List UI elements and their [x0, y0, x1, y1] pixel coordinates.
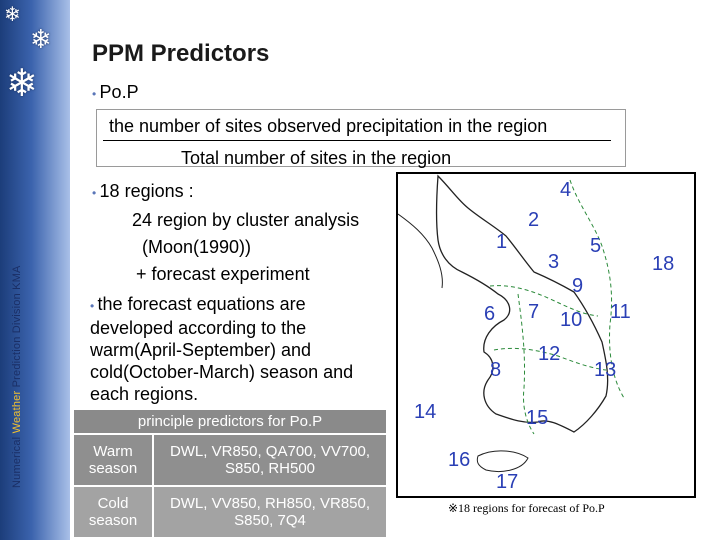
- region-label: 10: [560, 309, 583, 331]
- region-label: 13: [594, 359, 617, 381]
- region-label: 18: [652, 253, 675, 275]
- page-title: PPM Predictors: [92, 40, 270, 67]
- predictors-table: [74, 410, 386, 537]
- pop-formula: [96, 109, 626, 167]
- bullet-icon: •: [92, 87, 100, 101]
- snowflake-icon: ❄: [30, 25, 52, 55]
- region-label: 3: [548, 251, 560, 273]
- bullet-equations: • the forecast equations are developed according to the warm(April-September) and cold(October-March) season and each regions.: [90, 294, 354, 404]
- region-label: 5: [590, 235, 602, 257]
- bullet-icon: •: [90, 299, 98, 313]
- predictors-cell: DWL, VR850, QA700, VV700, S850, RH500: [153, 434, 386, 486]
- region-label: 16: [448, 449, 471, 471]
- sidebar-decoration: [0, 0, 70, 540]
- region-label: 11: [610, 301, 631, 323]
- region-label: 15: [526, 407, 549, 429]
- snowflake-icon: ❄: [4, 2, 21, 26]
- season-cell: Warm season: [74, 434, 153, 486]
- region-label: 12: [538, 343, 561, 365]
- season-cell: Cold season: [74, 486, 153, 537]
- bullet-icon: •: [92, 186, 100, 200]
- region-label: 7: [528, 301, 540, 323]
- region-label: 9: [572, 275, 584, 297]
- region-map: [396, 172, 696, 498]
- region-label: 4: [560, 179, 572, 201]
- fraction-line: [103, 140, 611, 141]
- bullet-pop: • Po.P: [92, 82, 139, 102]
- bullet-regions: • 18 regions : 24 region by cluster analysis (Moon(1990)) + forecast experiment: [92, 181, 360, 284]
- table-row: [74, 486, 386, 537]
- table-row: [74, 434, 386, 486]
- region-label: 6: [484, 303, 496, 325]
- division-label: Numerical Weather Prediction Division KMA: [11, 265, 23, 488]
- snowflake-icon: ❄: [6, 61, 38, 105]
- region-label: 2: [528, 209, 540, 231]
- predictors-cell: DWL, VV850, RH850, VR850, S850, 7Q4: [153, 486, 386, 537]
- region-label: 1: [496, 231, 508, 253]
- table-header: principle predictors for Po.P: [137, 413, 323, 430]
- formula-denominator: Total number of sites in the region: [181, 148, 452, 168]
- region-label: 14: [414, 401, 437, 423]
- map-caption: ※18 regions for forecast of Po.P: [448, 501, 605, 515]
- korea-map-outline: [398, 174, 694, 496]
- region-label: 8: [490, 359, 502, 381]
- formula-numerator: the number of sites observed precipitation in the region: [109, 116, 548, 136]
- region-label: 17: [496, 471, 519, 493]
